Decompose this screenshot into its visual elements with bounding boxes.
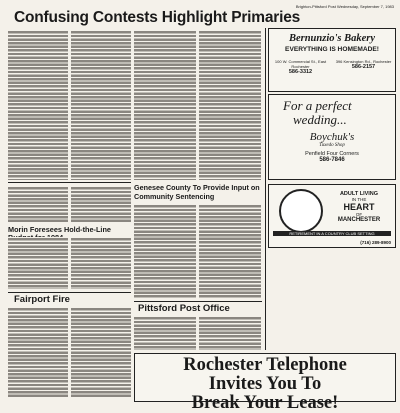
article-headline-morin: Morin Foresees Hold-the-Line [8,225,111,234]
main-headline: Confusing Contests Highlight Primaries [14,9,301,26]
adult-living-line-3: HEART [343,202,375,212]
adult-living-banner: RETIREMENT IN A COUNTRY CLUB SETTING [273,231,391,236]
body-text-column [8,307,68,397]
body-text-column [71,307,131,397]
bakery-phone-1: 586-3312 [288,69,313,75]
wedding-line-1: For a [283,98,313,113]
body-text-column [8,30,68,180]
boychuks-name: Boychuk's [309,131,355,143]
body-text-column [71,30,131,180]
bakery-name: Bernunzio's Bakery [288,33,376,44]
body-text-column [8,186,68,222]
adult-living-phone: (716) 289-8900 [360,240,391,245]
adult-living-line-4: OF [355,212,363,217]
adult-living-line-1: ADULT LIVING [339,191,379,197]
wedding-ad [268,94,396,180]
adult-living-ad [268,184,396,248]
divider [265,28,266,350]
body-text-column [199,204,261,299]
divider [8,182,131,183]
bakery-phone-2: 586-2157 [351,64,376,70]
body-text-column [8,237,68,289]
wedding-line-3: wedding... [293,112,347,127]
divider [8,292,131,293]
boychuks-location: Penfield Four Corners [305,151,359,157]
adult-living-line-2: IN THE [351,197,367,202]
article-headline-genesee: Genesee County To Provide Input on Community Sentencing [134,183,260,201]
adult-living-line-5: MANCHESTER [337,217,381,223]
wedding-line-2: perfect [315,98,352,113]
body-text-column [134,316,196,350]
body-text-column [71,237,131,289]
bakery-address-1: 100 W. Commercial St., East Rochester [274,59,327,69]
rochester-telephone-ad [134,353,396,413]
telephone-line-1: Rochester Telephone [183,355,347,375]
boychuks-sub: Tuxedo Shop [319,143,345,148]
bakery-address-2: 396 Kensington Rd., Rochester [335,59,392,64]
body-text-column [199,30,261,180]
telephone-line-3: Break Your Lease! [191,393,339,413]
circle-logo [279,189,323,233]
article-headline-post-office: Pittsford Post Office [138,303,230,314]
bakery-ad [268,28,396,92]
body-text-column [134,204,196,299]
body-text-column [71,186,131,222]
bakery-tagline: EVERYTHING IS HOMEMADE! [285,46,379,53]
divider [134,301,262,302]
body-text-column [134,30,196,180]
article-headline-fairport-fire: Fairport Fire [14,294,70,305]
boychuks-phone: 586-7846 [319,157,345,163]
body-text-column [199,316,261,350]
telephone-line-2: Invites You To [208,374,322,394]
masthead-date: Brighton-Pittsford Post Wednesday, September 7, 1983 [295,4,394,9]
